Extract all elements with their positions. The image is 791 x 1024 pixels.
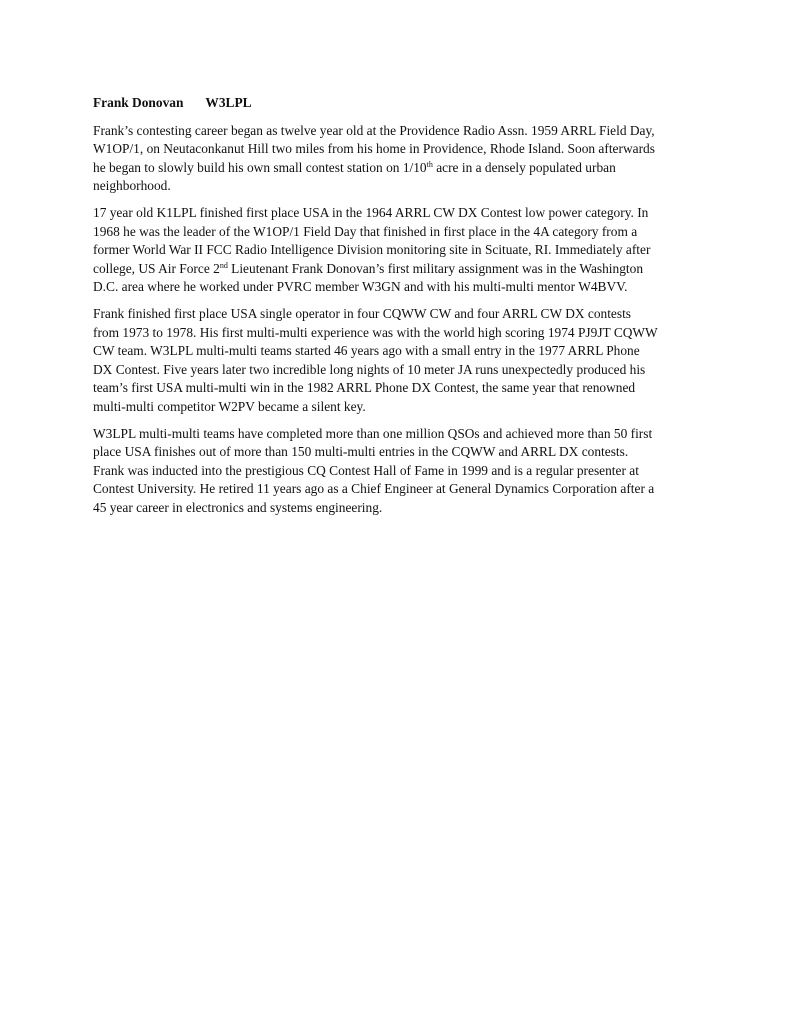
paragraph-line: W1OP/1, on Neutaconkanut Hill two miles from his home in Providence, Rhode Island. Soon afterwards [93,141,655,157]
paragraph-line: from 1973 to 1978. His first multi-multi experience was with the world high scoring 1974 PJ9JT CQWW [93,324,658,340]
paragraph-4 [93,425,708,518]
paragraph-3 [93,305,708,417]
document-heading [93,94,708,113]
paragraph-line: Frank’s contesting career began as twelve year old at the Providence Radio Assn. 1959 ARRL Field Day, [93,122,655,138]
paragraph-line [93,260,708,279]
paragraph-line: former World War II FCC Radio Intelligence Division monitoring site in Scituate, RI. Immediately after [93,242,651,258]
paragraph-line: CW team. W3LPL multi-multi teams started 46 years ago with a small entry in the 1977 ARRL Phone [93,343,640,359]
superscript: th [426,159,433,169]
paragraph-line: 45 year career in electronics and systems engineering. [93,499,383,515]
line-segment: Lieutenant Frank Donovan’s first military assignment was in the Washington [227,260,644,276]
line-segment: acre in a densely populated urban [432,159,616,175]
paragraph-line: 1968 he was the leader of the W1OP/1 Field Day that finished in first place in the 4A category from a [93,223,638,239]
paragraph-line [93,159,708,178]
paragraph-line: multi-multi competitor W2PV became a silent key. [93,398,366,414]
superscript: nd [219,260,228,270]
heading-callsign: W3LPL [205,95,252,110]
heading-name: Frank Donovan [93,95,184,110]
paragraph-line: Contest University. He retired 11 years ago as a Chief Engineer at General Dynamics Corporation after a [93,481,655,497]
line-segment: college, US Air Force 2 [93,260,220,276]
paragraph-line: Frank was inducted into the prestigious CQ Contest Hall of Fame in 1999 and is a regular presenter at [93,462,639,478]
paragraph-line: D.C. area where he worked under PVRC member W3GN and with his multi-multi mentor W4BVV. [93,279,628,295]
paragraph-line: DX Contest. Five years later two incredible long nights of 10 meter JA runs unexpectedly produced his [93,361,646,377]
paragraph-line: neighborhood. [93,178,171,194]
paragraph-line: place USA finishes out of more than 150 multi-multi entries in the CQWW and ARRL DX contests. [93,444,629,460]
paragraph-line: Frank finished first place USA single operator in four CQWW CW and four ARRL CW DX contests [93,305,632,321]
paragraph-line: team’s first USA multi-multi win in the 1982 ARRL Phone DX Contest, the same year that renowned [93,380,636,396]
paragraph-line: 17 year old K1LPL finished first place USA in the 1964 ARRL CW DX Contest low power category. In [93,204,649,220]
line-segment: he began to slowly build his own small contest station on 1/10 [93,159,427,175]
paragraph-2 [93,204,708,297]
document-body [93,94,708,525]
paragraph-line: W3LPL multi-multi teams have completed more than one million QSOs and achieved more than 50 first [93,425,653,441]
paragraph-1 [93,122,708,196]
